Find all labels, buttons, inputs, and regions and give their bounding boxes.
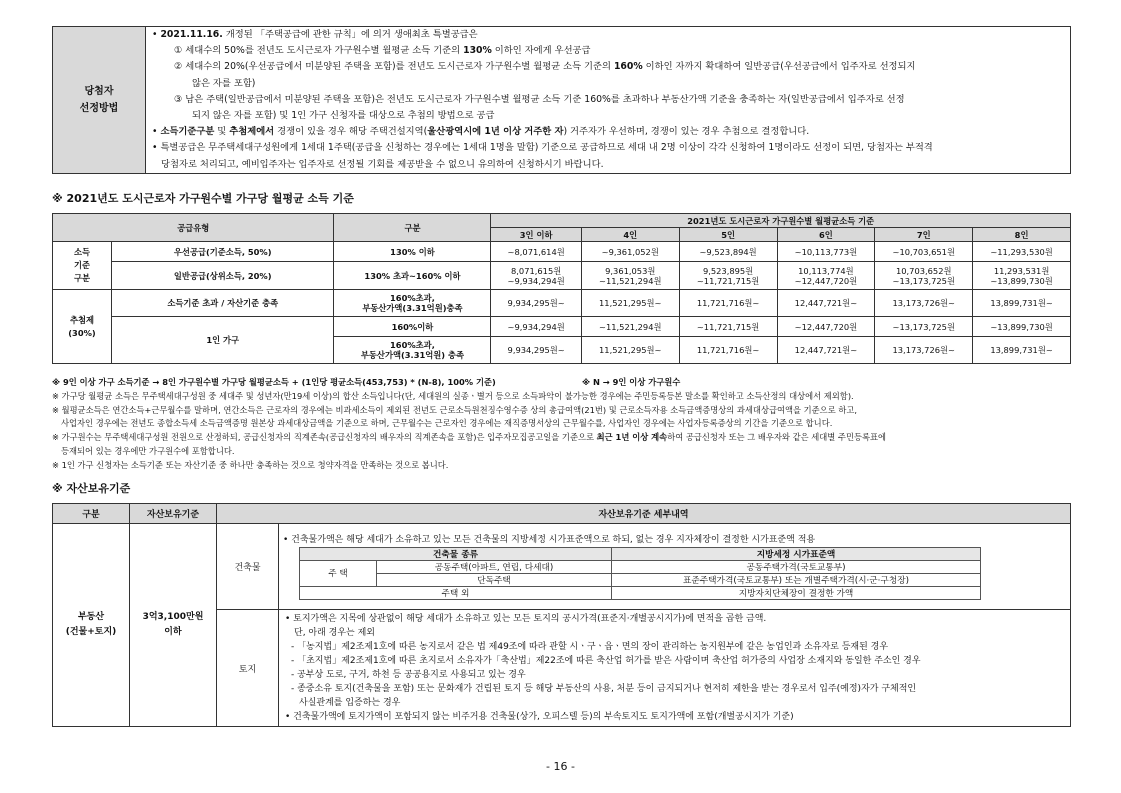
cell: 9,934,295원~ <box>491 290 581 317</box>
header-income-standard: 2021년도 도시근로자 가구원수별 월평균소득 기준 <box>491 214 1071 228</box>
table-row <box>53 262 1071 290</box>
selection-line: • 소득기준구분 및 추첨제에서 경쟁이 있을 경우 해당 주택건설지역(울산광역시에 1년 이상 거주한 자) 거주자가 우선하며, 경쟁이 있는 경우 추첨으로 결정합니다. <box>152 126 810 138</box>
land-line: - 「농지법」제2조제1호에 따른 농지로서 같은 법 제49조에 따라 관할 시ㆍ구ㆍ읍ㆍ면의 장이 관리하는 농지원부에 같은 농업인과 소유자로 등재된 경우 <box>291 642 889 652</box>
selection-line: • 특별공급은 무주택세대구성원에게 1세대 1주택(공급을 신청하는 경우에는 1세대 1명을 말함) 기준으로 공급하므로 세대 내 2명 이상이 각각 신청하여 1명이라도 선정이 되면, 당첨자는 부적격 <box>152 142 933 154</box>
inner-header: 지방세정 시가표준액 <box>612 547 981 560</box>
cell: ~13,899,730원 <box>973 317 1071 337</box>
building-note: • 건축물가액은 해당 세대가 소유하고 있는 모든 건축물의 지방세정 시가표준액으로 하되, 없는 경우 지자체장이 결정한 시가표준액 적용 <box>283 534 816 545</box>
land-line: • 토지가액은 지목에 상관없이 해당 세대가 소유하고 있는 모든 토지의 공시가격(표준지·개별공시지가)에 면적을 곱한 금액. <box>285 614 767 624</box>
table-row <box>53 242 1071 262</box>
cell: ~11,521,294원 <box>581 317 679 337</box>
cell: ~11,721,715원 <box>679 317 777 337</box>
group-income: 소득 기준 구분 <box>53 242 112 290</box>
header-col: 8인 <box>973 228 1071 242</box>
selection-line: ② 세대수의 20%(우선공급에서 미분양된 주택을 포함)를 전년도 도시근로자 가구원수별 월평균 소득 기준의 160% 이하인 자까지 확대하여 일반공급(우선공급에서 입주자로 선정되지 <box>174 61 916 73</box>
row-type: 일반공급(상위소득, 20%) <box>112 262 334 290</box>
cell: 13,899,731원~ <box>973 337 1071 364</box>
cell: ~9,934,294원 <box>491 317 581 337</box>
group-lottery: 추첨제 (30%) <box>53 290 112 364</box>
note-line: 등재되어 있는 경우에만 가구원수에 포함합니다. <box>61 445 235 456</box>
row-division: 130% 이하 <box>334 242 491 262</box>
land-line: • 건축물가액에 토지가액이 포함되지 않는 비주거용 건축물(상가, 오피스텔 등)의 부속토지도 토지가액에 포함(개별공시지가 기준) <box>285 712 794 722</box>
income-notes <box>52 376 1092 473</box>
inner-cell: 단독주택 <box>377 573 612 586</box>
income-section-title: ※ 2021년도 도시근로자 가구원수별 가구당 월평균 소득 기준 <box>52 192 354 205</box>
land-label: 토지 <box>217 610 279 727</box>
cell: 11,521,295원~ <box>581 290 679 317</box>
inner-cell: 공동주택가격(국토교통부) <box>612 560 981 573</box>
cell: ~10,113,773원 <box>777 242 875 262</box>
inner-cell: 지방자치단체장이 결정한 가액 <box>612 586 981 599</box>
row-division: 160%이하 <box>334 317 491 337</box>
asset-section-title: ※ 자산보유기준 <box>52 482 131 495</box>
land-detail <box>279 610 1071 727</box>
row-type: 우선공급(기준소득, 50%) <box>112 242 334 262</box>
inner-header: 건축물 종류 <box>300 547 612 560</box>
page-number: - 16 - <box>546 760 575 773</box>
header-col: 5인 <box>679 228 777 242</box>
cell: 12,447,721원~ <box>777 290 875 317</box>
land-line: - 「초지법」제2조제1호에 따른 초지로서 소유자가「축산법」제22조에 따른 축산업 허가를 받은 사람이며 축산업 허가증의 사업장 소재지와 동일한 주소인 경우 <box>291 656 921 666</box>
selection-line: 당첨자로 처리되고, 예비입주자는 입주자로 선정될 기회를 제공받을 수 없으니 유의하여 신청하시기 바랍니다. <box>161 158 604 170</box>
note-line: ※ 가구당 월평균 소득은 무주택세대구성원 중 세대주 및 성년자(만19세 이상)의 합산 소득입니다(단, 세대원의 실종ㆍ별거 등으로 소득파악이 불가능한 경우에는 주민등록등본 말소를 확인하고 소득산정의 대상에서 제외함). <box>52 390 854 401</box>
header-category: 구분 <box>53 504 130 524</box>
row-division: 130% 초과~160% 이하 <box>334 262 491 290</box>
inner-cell: 주택 외 <box>300 586 612 599</box>
header-col: 7인 <box>875 228 973 242</box>
selection-line: • 2021.11.16. 개정된 「주택공급에 관한 규칙」에 의거 생애최초 특별공급은 <box>152 29 478 40</box>
cell: 8,071,615원 ~9,934,294원 <box>491 262 581 290</box>
asset-limit: 3억3,100만원 이하 <box>130 524 217 727</box>
selection-method-content <box>146 27 1071 174</box>
cell: 11,293,531원 ~13,899,730원 <box>973 262 1071 290</box>
note-line: ※ 월평균소득은 연간소득+근무월수를 말하며, 연간소득은 근로자의 경우에는 비과세소득이 제외된 전년도 근로소득원천징수영수증 상의 총급여액(21번) 및 근로소득자용 소득금액증명상의 과세대상급여액을 기준으로 하고, <box>52 404 858 415</box>
note-line: ※ 9인 이상 가구 소득기준 → 8인 가구원수별 가구당 월평균소득 + (1인당 평균소득(453,753) * (N-8), 100% 기준) ※ N → 9인 이상 가구원수 <box>52 377 681 387</box>
note-line: 사업자인 경우에는 전년도 종합소득세 소득금액증명 원본상 과세대상금액을 기준으로 하며, 근무월수는 근로자인 경우에는 재직증명서상의 근무월수를, 사업자인 경우에는 사업자등록증상의 기간을 기준으로 합니다. <box>61 418 833 429</box>
cell: 9,361,053원 ~11,521,294원 <box>581 262 679 290</box>
selection-line: ③ 남은 주택(일반공급에서 미분양된 주택을 포함)은 전년도 도시근로자 가구원수별 월평균 소득 기준 160%를 초과하나 부동산가액 기준을 충족하는 자(일반공급에서 입주자로 선정 <box>174 93 905 105</box>
building-label: 건축물 <box>217 524 279 610</box>
selection-line: ① 세대수의 50%를 전년도 도시근로자 가구원수별 월평균 소득 기준의 130% 이하인 자에게 우선공급 <box>174 45 591 57</box>
cell: 11,521,295원~ <box>581 337 679 364</box>
cell: ~13,173,725원 <box>875 317 973 337</box>
asset-category: 부동산 (건물+토지) <box>53 524 130 727</box>
cell: ~11,293,530원 <box>973 242 1071 262</box>
cell: 13,173,726원~ <box>875 337 973 364</box>
row-division: 160%초과, 부동산가액(3.31억원)충족 <box>334 290 491 317</box>
header-col: 6인 <box>777 228 875 242</box>
income-table <box>52 213 1071 364</box>
inner-cell: 표준주택가격(국토교통부) 또는 개별주택가격(시·군·구청장) <box>612 573 981 586</box>
header-asset-standard: 자산보유기준 <box>130 504 217 524</box>
row-division: 160%초과, 부동산가액(3.31억원) 충족 <box>334 337 491 364</box>
cell: ~9,361,052원 <box>581 242 679 262</box>
header-division: 구분 <box>334 214 491 242</box>
selection-method-label: 당첨자 선정방법 <box>53 27 146 174</box>
table-row <box>53 290 1071 317</box>
note-line: ※ 가구원수는 무주택세대구성원 전원으로 산정하되, 공급신청자의 직계존속(공급신청자의 배우자의 직계존속을 포함)은 입주자모집공고일을 기준으로 최근 1년 이상 계속하여 공급신청자 또는 그 배우자와 같은 세대별 주민등록표에 <box>52 432 887 443</box>
header-col: 3인 이하 <box>491 228 581 242</box>
row-type: 1인 가구 <box>112 317 334 364</box>
selection-line: 않은 자를 포함) <box>192 77 256 89</box>
selection-method-table <box>52 26 1071 174</box>
cell: ~8,071,614원 <box>491 242 581 262</box>
cell: 10,703,652원 ~13,173,725원 <box>875 262 973 290</box>
cell: 12,447,721원~ <box>777 337 875 364</box>
building-value-table <box>299 547 981 600</box>
building-detail <box>279 524 1071 610</box>
cell: 13,173,726원~ <box>875 290 973 317</box>
cell: 11,721,716원~ <box>679 290 777 317</box>
header-supply-type: 공급유형 <box>53 214 334 242</box>
cell: 10,113,774원 ~12,447,720원 <box>777 262 875 290</box>
inner-cell: 공동주택(아파트, 연립, 다세대) <box>377 560 612 573</box>
land-line: 단, 아래 경우는 제외 <box>294 628 375 638</box>
cell: 9,523,895원 ~11,721,715원 <box>679 262 777 290</box>
land-line: - 공부상 도로, 구거, 하천 등 공공용지로 사용되고 있는 경우 <box>291 670 526 680</box>
table-row <box>53 317 1071 337</box>
cell: ~10,703,651원 <box>875 242 973 262</box>
inner-cell: 주 택 <box>300 560 377 586</box>
cell: 11,721,716원~ <box>679 337 777 364</box>
cell: ~12,447,720원 <box>777 317 875 337</box>
header-col: 4인 <box>581 228 679 242</box>
note-line: ※ 1인 가구 신청자는 소득기준 또는 자산기준 중 하나만 충족하는 것으로 청약자격을 만족하는 것으로 봅니다. <box>52 459 449 470</box>
header-asset-detail: 자산보유기준 세부내역 <box>217 504 1071 524</box>
selection-line: 되지 않은 자를 포함) 및 1인 가구 신청자를 대상으로 추첨의 방법으로 공급 <box>192 110 495 122</box>
land-line: - 종중소유 토지(건축물을 포함) 또는 문화재가 건립된 토지 등 해당 부동산의 사용, 처분 등이 금지되거나 현저히 제한을 받는 경우로서 입주(예정)자가 구체적인 <box>291 684 917 694</box>
land-line: 사실관계를 입증하는 경우 <box>299 698 401 708</box>
row-type: 소득기준 초과 / 자산기준 충족 <box>112 290 334 317</box>
cell: 13,899,731원~ <box>973 290 1071 317</box>
cell: 9,934,295원~ <box>491 337 581 364</box>
cell: ~9,523,894원 <box>679 242 777 262</box>
asset-table <box>52 503 1071 727</box>
